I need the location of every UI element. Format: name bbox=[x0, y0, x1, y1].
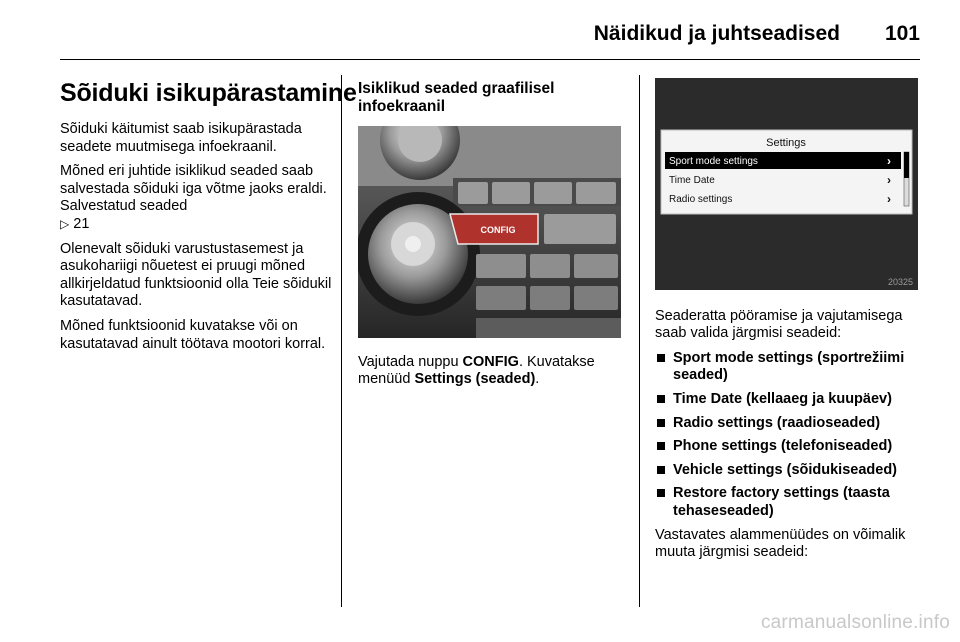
page-reference[interactable]: 21 bbox=[73, 215, 90, 232]
control-panel-photo bbox=[358, 126, 621, 338]
settings-intro: Seaderatta pööramise ja vajutamisega saab valida järgmisi seadeid: bbox=[655, 307, 903, 342]
bullet-icon bbox=[657, 466, 665, 474]
column-1 bbox=[60, 78, 357, 360]
photo-caption: Vajutada nuppu CONFIG. Kuvatakse menüüd Settings (seaded). bbox=[358, 353, 595, 388]
header-rule bbox=[60, 59, 920, 60]
settings-screen-figure bbox=[655, 78, 918, 290]
bullet-icon bbox=[657, 442, 665, 450]
subsection-heading: Isiklikud seaded graafilisel infoekraanil bbox=[358, 80, 555, 115]
list-item: Time Date (kellaaeg ja kuupäev) bbox=[655, 391, 921, 409]
chevron-right-icon: › bbox=[887, 192, 891, 206]
bullet-icon bbox=[657, 489, 665, 497]
paragraph-3: Olenevalt sõiduki varustustasemest ja asukohariigi nõuetest ei pruugi mõned allkirjeldatud funktsioonid olla Teie sõidukil kasutatavad. bbox=[60, 240, 332, 310]
settings-list bbox=[655, 350, 921, 521]
screen-scrollbar-thumb bbox=[904, 152, 909, 178]
bullet-icon bbox=[657, 395, 665, 403]
column-2 bbox=[358, 78, 628, 396]
list-item: Radio settings (raadioseaded) bbox=[655, 415, 921, 433]
paragraph-4: Mõned funktsioonid kuvatakse või on kasutatavad ainult töötava mootori korral. bbox=[60, 317, 326, 352]
column-3 bbox=[655, 78, 921, 569]
chevron-right-icon: › bbox=[887, 154, 891, 168]
watermark: carmanualsonline.info bbox=[760, 612, 950, 633]
header-title: Näidikud ja juhtseadised bbox=[593, 22, 840, 45]
figure-number: 20325 bbox=[887, 277, 913, 287]
chevron-right-icon: › bbox=[887, 173, 891, 187]
section-heading: Sõiduki isikupärastamine bbox=[60, 79, 357, 107]
page-reference-icon: ▷ bbox=[60, 216, 70, 231]
list-item: Vehicle settings (sõidukiseaded) bbox=[655, 462, 921, 480]
paragraph-2 bbox=[60, 163, 332, 233]
settings-outro: Vastavates alammenüüdes on võimalik muuta järgmisi seadeid: bbox=[655, 526, 906, 561]
paragraph-1: Sõiduki käitumist saab isikupärastada seadete muutmisega infoekraanil. bbox=[60, 121, 302, 155]
column-divider-right bbox=[639, 75, 640, 607]
screen-title: Settings bbox=[766, 137, 806, 149]
screen-item-2: Time Date bbox=[669, 175, 715, 186]
column-divider-left bbox=[341, 75, 342, 607]
page-number: 101 bbox=[884, 22, 920, 45]
page-header bbox=[60, 14, 920, 60]
list-item: Restore factory settings (taasta tehaseseaded) bbox=[655, 485, 921, 520]
list-item: Sport mode settings (sportrežiimi seaded) bbox=[655, 350, 921, 385]
list-item: Phone settings (telefoniseaded) bbox=[655, 438, 921, 456]
screen-item-1: Sport mode settings bbox=[669, 156, 758, 167]
screen-item-3: Radio settings bbox=[669, 194, 733, 205]
config-button-label: CONFIG bbox=[480, 225, 516, 235]
bullet-icon bbox=[657, 354, 665, 362]
bullet-icon bbox=[657, 419, 665, 427]
paragraph-2-text: Mõned eri juhtide isiklikud seaded saab salvestada sõiduki iga võtme jaoks eraldi. Salvestatud seaded bbox=[60, 163, 327, 215]
